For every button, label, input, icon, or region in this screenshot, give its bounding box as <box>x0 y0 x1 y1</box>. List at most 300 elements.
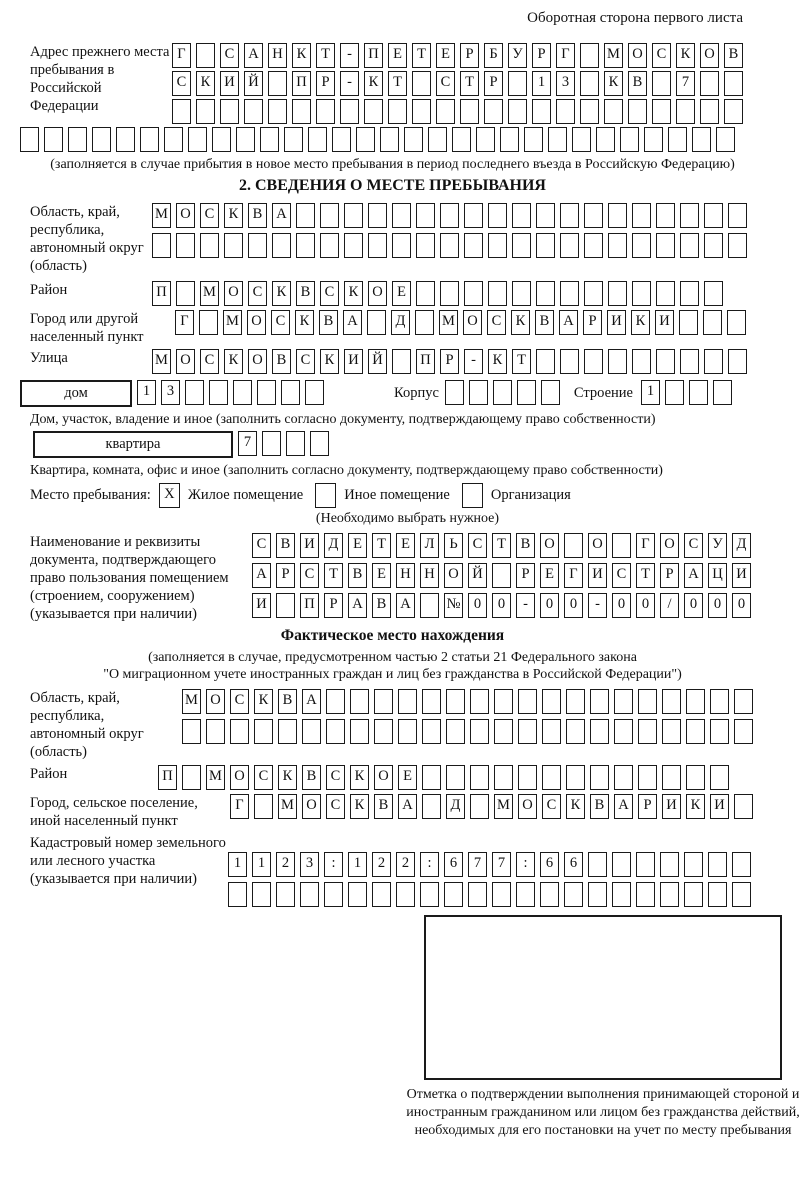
char-cell[interactable]: С <box>320 281 339 306</box>
char-cell[interactable] <box>220 99 239 124</box>
char-cell[interactable] <box>296 203 315 228</box>
char-cell[interactable]: 6 <box>444 852 463 877</box>
char-cell[interactable]: / <box>660 593 679 618</box>
char-cell[interactable] <box>392 233 411 258</box>
char-cell[interactable] <box>704 203 723 228</box>
char-cell[interactable]: Д <box>446 794 465 819</box>
char-cell[interactable] <box>728 203 747 228</box>
char-cell[interactable] <box>708 852 727 877</box>
char-cell[interactable]: Р <box>276 563 295 588</box>
char-cell[interactable] <box>302 719 321 744</box>
char-cell[interactable]: А <box>398 794 417 819</box>
char-cell[interactable] <box>230 719 249 744</box>
char-cell[interactable]: Д <box>732 533 751 558</box>
char-cell[interactable] <box>704 281 723 306</box>
char-cell[interactable] <box>560 281 579 306</box>
char-cell[interactable]: Е <box>396 533 415 558</box>
apartment-box[interactable]: квартира <box>33 431 233 458</box>
char-cell[interactable] <box>350 719 369 744</box>
char-cell[interactable] <box>686 689 705 714</box>
char-cell[interactable] <box>412 71 431 96</box>
char-cell[interactable] <box>172 99 191 124</box>
char-cell[interactable]: А <box>348 593 367 618</box>
char-cell[interactable] <box>324 882 343 907</box>
char-cell[interactable]: 7 <box>468 852 487 877</box>
char-cell[interactable] <box>564 882 583 907</box>
char-cell[interactable] <box>344 233 363 258</box>
char-cell[interactable] <box>286 431 305 456</box>
char-cell[interactable]: 1 <box>137 380 156 405</box>
char-cell[interactable]: О <box>628 43 647 68</box>
char-cell[interactable] <box>542 689 561 714</box>
char-cell[interactable]: К <box>196 71 215 96</box>
char-cell[interactable] <box>420 593 439 618</box>
char-cell[interactable] <box>590 719 609 744</box>
char-cell[interactable] <box>494 719 513 744</box>
char-cell[interactable]: - <box>340 71 359 96</box>
char-cell[interactable]: - <box>516 593 535 618</box>
char-cell[interactable]: А <box>343 310 362 335</box>
char-cell[interactable] <box>356 127 375 152</box>
char-cell[interactable]: 2 <box>276 852 295 877</box>
char-cell[interactable]: О <box>247 310 266 335</box>
char-cell[interactable]: С <box>326 794 345 819</box>
char-cell[interactable] <box>632 349 651 374</box>
char-cell[interactable] <box>494 689 513 714</box>
char-cell[interactable] <box>580 99 599 124</box>
char-cell[interactable]: Е <box>398 765 417 790</box>
char-cell[interactable]: С <box>436 71 455 96</box>
char-cell[interactable] <box>584 281 603 306</box>
char-cell[interactable]: О <box>700 43 719 68</box>
char-cell[interactable]: А <box>244 43 263 68</box>
char-cell[interactable]: Н <box>396 563 415 588</box>
char-cell[interactable]: С <box>230 689 249 714</box>
char-cell[interactable] <box>398 719 417 744</box>
char-cell[interactable] <box>350 689 369 714</box>
char-cell[interactable]: - <box>464 349 483 374</box>
char-cell[interactable] <box>734 719 753 744</box>
char-cell[interactable] <box>196 99 215 124</box>
char-cell[interactable] <box>608 349 627 374</box>
char-cell[interactable] <box>564 533 583 558</box>
char-cell[interactable]: 2 <box>396 852 415 877</box>
char-cell[interactable] <box>260 127 279 152</box>
char-cell[interactable]: М <box>223 310 242 335</box>
char-cell[interactable] <box>416 203 435 228</box>
char-cell[interactable] <box>368 233 387 258</box>
char-cell[interactable] <box>572 127 591 152</box>
char-cell[interactable] <box>445 380 464 405</box>
char-cell[interactable]: Т <box>412 43 431 68</box>
char-cell[interactable] <box>656 349 675 374</box>
char-cell[interactable] <box>628 99 647 124</box>
checkbox-organization[interactable] <box>462 483 483 508</box>
char-cell[interactable] <box>680 203 699 228</box>
char-cell[interactable] <box>446 719 465 744</box>
char-cell[interactable]: К <box>364 71 383 96</box>
char-cell[interactable] <box>398 689 417 714</box>
char-cell[interactable]: - <box>340 43 359 68</box>
char-cell[interactable] <box>420 882 439 907</box>
char-cell[interactable] <box>320 203 339 228</box>
char-cell[interactable]: М <box>494 794 513 819</box>
char-cell[interactable] <box>276 882 295 907</box>
char-cell[interactable] <box>710 719 729 744</box>
char-cell[interactable] <box>278 719 297 744</box>
char-cell[interactable] <box>656 203 675 228</box>
char-cell[interactable]: В <box>374 794 393 819</box>
char-cell[interactable]: С <box>468 533 487 558</box>
char-cell[interactable]: О <box>224 281 243 306</box>
char-cell[interactable] <box>212 127 231 152</box>
char-cell[interactable]: 3 <box>300 852 319 877</box>
char-cell[interactable] <box>679 310 698 335</box>
char-cell[interactable] <box>560 203 579 228</box>
char-cell[interactable]: А <box>302 689 321 714</box>
char-cell[interactable] <box>308 127 327 152</box>
char-cell[interactable]: М <box>439 310 458 335</box>
char-cell[interactable] <box>566 719 585 744</box>
char-cell[interactable] <box>268 99 287 124</box>
char-cell[interactable] <box>326 689 345 714</box>
char-cell[interactable] <box>254 719 273 744</box>
char-cell[interactable] <box>492 563 511 588</box>
char-cell[interactable] <box>305 380 324 405</box>
char-cell[interactable] <box>484 99 503 124</box>
char-cell[interactable] <box>612 533 631 558</box>
char-cell[interactable]: Н <box>268 43 287 68</box>
char-cell[interactable]: К <box>686 794 705 819</box>
char-cell[interactable] <box>632 203 651 228</box>
char-cell[interactable] <box>614 719 633 744</box>
char-cell[interactable]: 1 <box>641 380 660 405</box>
char-cell[interactable]: С <box>271 310 290 335</box>
char-cell[interactable] <box>566 689 585 714</box>
char-cell[interactable] <box>368 203 387 228</box>
char-cell[interactable] <box>710 689 729 714</box>
char-cell[interactable] <box>652 71 671 96</box>
char-cell[interactable]: К <box>320 349 339 374</box>
char-cell[interactable]: А <box>614 794 633 819</box>
char-cell[interactable] <box>316 99 335 124</box>
char-cell[interactable]: Е <box>388 43 407 68</box>
char-cell[interactable]: П <box>364 43 383 68</box>
char-cell[interactable]: А <box>684 563 703 588</box>
char-cell[interactable]: О <box>660 533 679 558</box>
char-cell[interactable] <box>632 281 651 306</box>
char-cell[interactable] <box>665 380 684 405</box>
char-cell[interactable] <box>348 882 367 907</box>
char-cell[interactable]: Р <box>316 71 335 96</box>
char-cell[interactable] <box>536 203 555 228</box>
char-cell[interactable] <box>296 233 315 258</box>
char-cell[interactable] <box>182 719 201 744</box>
char-cell[interactable]: : <box>420 852 439 877</box>
char-cell[interactable] <box>556 99 575 124</box>
char-cell[interactable] <box>188 127 207 152</box>
char-cell[interactable] <box>176 233 195 258</box>
char-cell[interactable] <box>580 71 599 96</box>
char-cell[interactable] <box>542 765 561 790</box>
char-cell[interactable] <box>638 765 657 790</box>
char-cell[interactable] <box>516 882 535 907</box>
char-cell[interactable] <box>708 882 727 907</box>
char-cell[interactable]: Т <box>492 533 511 558</box>
char-cell[interactable] <box>209 380 228 405</box>
char-cell[interactable]: А <box>272 203 291 228</box>
char-cell[interactable] <box>518 765 537 790</box>
char-cell[interactable]: И <box>732 563 751 588</box>
char-cell[interactable]: П <box>152 281 171 306</box>
char-cell[interactable] <box>492 882 511 907</box>
char-cell[interactable]: П <box>300 593 319 618</box>
char-cell[interactable] <box>281 380 300 405</box>
char-cell[interactable]: 7 <box>238 431 257 456</box>
char-cell[interactable]: М <box>278 794 297 819</box>
char-cell[interactable]: С <box>248 281 267 306</box>
char-cell[interactable] <box>440 233 459 258</box>
char-cell[interactable] <box>44 127 63 152</box>
char-cell[interactable]: И <box>588 563 607 588</box>
char-cell[interactable]: К <box>488 349 507 374</box>
char-cell[interactable]: Л <box>420 533 439 558</box>
char-cell[interactable] <box>704 349 723 374</box>
char-cell[interactable] <box>164 127 183 152</box>
char-cell[interactable]: Т <box>636 563 655 588</box>
char-cell[interactable]: С <box>326 765 345 790</box>
char-cell[interactable] <box>182 765 201 790</box>
char-cell[interactable]: Т <box>512 349 531 374</box>
char-cell[interactable] <box>662 719 681 744</box>
char-cell[interactable] <box>206 719 225 744</box>
char-cell[interactable] <box>704 233 723 258</box>
char-cell[interactable] <box>470 719 489 744</box>
char-cell[interactable] <box>636 882 655 907</box>
char-cell[interactable] <box>680 349 699 374</box>
char-cell[interactable] <box>728 233 747 258</box>
char-cell[interactable]: 3 <box>161 380 180 405</box>
char-cell[interactable] <box>372 882 391 907</box>
char-cell[interactable]: С <box>252 533 271 558</box>
char-cell[interactable] <box>684 882 703 907</box>
char-cell[interactable]: О <box>588 533 607 558</box>
char-cell[interactable] <box>656 281 675 306</box>
char-cell[interactable]: К <box>631 310 650 335</box>
char-cell[interactable]: 0 <box>636 593 655 618</box>
char-cell[interactable] <box>196 43 215 68</box>
char-cell[interactable] <box>396 882 415 907</box>
char-cell[interactable] <box>540 882 559 907</box>
char-cell[interactable] <box>68 127 87 152</box>
char-cell[interactable]: О <box>248 349 267 374</box>
char-cell[interactable]: 0 <box>564 593 583 618</box>
char-cell[interactable] <box>248 233 267 258</box>
char-cell[interactable]: О <box>540 533 559 558</box>
char-cell[interactable] <box>588 882 607 907</box>
char-cell[interactable] <box>732 852 751 877</box>
char-cell[interactable] <box>92 127 111 152</box>
char-cell[interactable] <box>416 281 435 306</box>
char-cell[interactable]: В <box>372 593 391 618</box>
char-cell[interactable] <box>644 127 663 152</box>
char-cell[interactable] <box>541 380 560 405</box>
char-cell[interactable] <box>734 689 753 714</box>
char-cell[interactable]: О <box>463 310 482 335</box>
char-cell[interactable]: А <box>252 563 271 588</box>
char-cell[interactable]: 1 <box>348 852 367 877</box>
char-cell[interactable]: С <box>296 349 315 374</box>
char-cell[interactable] <box>662 689 681 714</box>
char-cell[interactable] <box>367 310 386 335</box>
char-cell[interactable] <box>614 689 633 714</box>
char-cell[interactable] <box>436 99 455 124</box>
char-cell[interactable] <box>560 233 579 258</box>
char-cell[interactable]: Р <box>460 43 479 68</box>
char-cell[interactable] <box>612 882 631 907</box>
char-cell[interactable]: К <box>344 281 363 306</box>
char-cell[interactable] <box>228 882 247 907</box>
char-cell[interactable]: Е <box>540 563 559 588</box>
char-cell[interactable]: Р <box>440 349 459 374</box>
char-cell[interactable] <box>512 281 531 306</box>
char-cell[interactable]: 2 <box>372 852 391 877</box>
char-cell[interactable] <box>244 99 263 124</box>
char-cell[interactable] <box>590 765 609 790</box>
char-cell[interactable]: И <box>344 349 363 374</box>
char-cell[interactable]: 3 <box>556 71 575 96</box>
char-cell[interactable] <box>116 127 135 152</box>
char-cell[interactable]: Т <box>372 533 391 558</box>
char-cell[interactable] <box>464 233 483 258</box>
char-cell[interactable]: С <box>684 533 703 558</box>
char-cell[interactable]: К <box>254 689 273 714</box>
char-cell[interactable]: Р <box>583 310 602 335</box>
char-cell[interactable]: Е <box>392 281 411 306</box>
char-cell[interactable] <box>388 99 407 124</box>
char-cell[interactable]: К <box>272 281 291 306</box>
char-cell[interactable] <box>532 99 551 124</box>
char-cell[interactable]: М <box>200 281 219 306</box>
char-cell[interactable] <box>500 127 519 152</box>
char-cell[interactable]: Г <box>172 43 191 68</box>
char-cell[interactable]: 1 <box>252 852 271 877</box>
char-cell[interactable]: К <box>350 765 369 790</box>
char-cell[interactable] <box>300 882 319 907</box>
char-cell[interactable]: В <box>276 533 295 558</box>
char-cell[interactable]: Г <box>636 533 655 558</box>
char-cell[interactable] <box>580 43 599 68</box>
char-cell[interactable] <box>536 281 555 306</box>
char-cell[interactable]: С <box>220 43 239 68</box>
char-cell[interactable]: К <box>278 765 297 790</box>
char-cell[interactable]: Г <box>564 563 583 588</box>
char-cell[interactable]: 1 <box>532 71 551 96</box>
char-cell[interactable]: С <box>172 71 191 96</box>
char-cell[interactable] <box>422 689 441 714</box>
char-cell[interactable]: Т <box>316 43 335 68</box>
char-cell[interactable] <box>548 127 567 152</box>
char-cell[interactable] <box>536 233 555 258</box>
char-cell[interactable] <box>493 380 512 405</box>
char-cell[interactable]: № <box>444 593 463 618</box>
char-cell[interactable]: К <box>350 794 369 819</box>
char-cell[interactable]: Р <box>484 71 503 96</box>
char-cell[interactable] <box>638 689 657 714</box>
char-cell[interactable]: К <box>295 310 314 335</box>
char-cell[interactable]: Р <box>532 43 551 68</box>
char-cell[interactable] <box>262 431 281 456</box>
char-cell[interactable] <box>494 765 513 790</box>
char-cell[interactable]: С <box>542 794 561 819</box>
char-cell[interactable] <box>200 233 219 258</box>
char-cell[interactable]: 7 <box>492 852 511 877</box>
char-cell[interactable]: О <box>176 203 195 228</box>
char-cell[interactable]: 0 <box>492 593 511 618</box>
char-cell[interactable] <box>20 127 39 152</box>
char-cell[interactable] <box>476 127 495 152</box>
char-cell[interactable]: 0 <box>540 593 559 618</box>
char-cell[interactable]: О <box>518 794 537 819</box>
char-cell[interactable]: В <box>296 281 315 306</box>
char-cell[interactable]: К <box>566 794 585 819</box>
char-cell[interactable]: 0 <box>612 593 631 618</box>
char-cell[interactable] <box>416 233 435 258</box>
char-cell[interactable] <box>392 203 411 228</box>
char-cell[interactable]: 6 <box>540 852 559 877</box>
char-cell[interactable]: О <box>444 563 463 588</box>
char-cell[interactable] <box>508 71 527 96</box>
char-cell[interactable] <box>446 765 465 790</box>
char-cell[interactable] <box>518 689 537 714</box>
char-cell[interactable] <box>668 127 687 152</box>
char-cell[interactable] <box>340 99 359 124</box>
char-cell[interactable] <box>676 99 695 124</box>
char-cell[interactable] <box>488 281 507 306</box>
char-cell[interactable] <box>404 127 423 152</box>
char-cell[interactable] <box>320 233 339 258</box>
char-cell[interactable] <box>272 233 291 258</box>
char-cell[interactable] <box>332 127 351 152</box>
char-cell[interactable]: Е <box>436 43 455 68</box>
char-cell[interactable]: Й <box>468 563 487 588</box>
char-cell[interactable] <box>470 794 489 819</box>
char-cell[interactable] <box>689 380 708 405</box>
char-cell[interactable] <box>542 719 561 744</box>
char-cell[interactable] <box>662 765 681 790</box>
char-cell[interactable]: Р <box>638 794 657 819</box>
char-cell[interactable] <box>608 203 627 228</box>
char-cell[interactable] <box>727 310 746 335</box>
char-cell[interactable]: В <box>724 43 743 68</box>
char-cell[interactable]: С <box>200 349 219 374</box>
char-cell[interactable]: С <box>254 765 273 790</box>
char-cell[interactable]: Е <box>348 533 367 558</box>
char-cell[interactable] <box>252 882 271 907</box>
char-cell[interactable]: С <box>200 203 219 228</box>
char-cell[interactable] <box>464 281 483 306</box>
char-cell[interactable]: 0 <box>708 593 727 618</box>
char-cell[interactable]: А <box>396 593 415 618</box>
char-cell[interactable]: Е <box>372 563 391 588</box>
char-cell[interactable] <box>713 380 732 405</box>
char-cell[interactable] <box>680 281 699 306</box>
char-cell[interactable]: С <box>612 563 631 588</box>
char-cell[interactable]: Б <box>484 43 503 68</box>
char-cell[interactable]: К <box>292 43 311 68</box>
char-cell[interactable]: О <box>368 281 387 306</box>
char-cell[interactable]: П <box>416 349 435 374</box>
